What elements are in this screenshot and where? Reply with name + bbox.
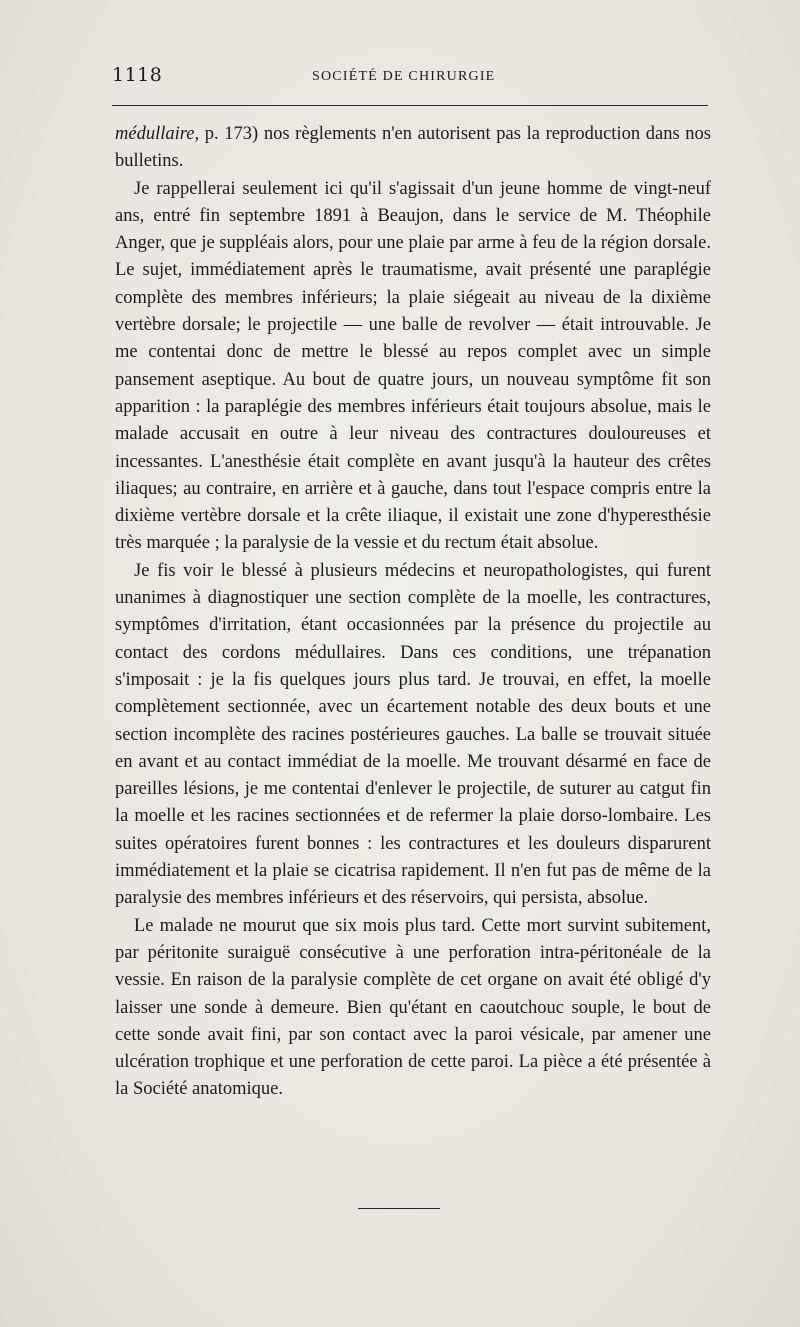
- page-number: 1118: [112, 64, 163, 86]
- italic-term: médullaire,: [115, 124, 200, 144]
- end-rule: [358, 1208, 440, 1209]
- paragraph-2: Je rappellerai seulement ici qu'il s'agissait d'un jeune homme de vingt-neuf ans, entré fin septembre 1891 à Beaujon, dans le service de M. Théophile Anger, que je suppléais alors, pour une plaie par arme à feu de la région dorsale. Le sujet, immédiatement après le traumatisme, avait présenté une paraplégie complète des membres inférieurs; la plaie siégeait au niveau de la dixième vertèbre dorsale; le projectile — une balle de revolver — était introuvable. Je me contentai donc de mettre le blessé au repos complet avec un simple pansement aseptique. Au bout de quatre jours, un nouveau symptôme fit son apparition : la paraplégie des membres inférieurs était toujours absolue, mais le malade accusait en outre à leur niveau des contractures douloureuses et incessantes. L'anesthésie était complète en avant jusqu'à la hauteur des crêtes iliaques; au contraire, en arrière et à gauche, dans tout l'espace compris entre la dixième vertèbre dorsale et la crête iliaque, il existait une zone d'hyperesthésie très marquée ; la paralysie de la vessie et du rectum était absolue.: [115, 178, 711, 554]
- paragraph-1: [115, 121, 711, 176]
- body-text: [115, 121, 711, 1104]
- running-title: SOCIÉTÉ DE CHIRURGIE: [312, 69, 496, 84]
- page-header: [112, 64, 708, 90]
- paragraph-4: Le malade ne mourut que six mois plus tard. Cette mort survint subitement, par péritonite suraiguë consécutive à une perforation intra-péritonéale de la vessie. En raison de la paralysie complète de cet organe on avait été obligé d'y laisser une sonde à demeure. Bien qu'étant en caoutchouc souple, le bout de cette sonde avait fini, par son contact avec la paroi vésicale, par amener une ulcération trophique et une perforation de cette paroi. La pièce a été présentée à la Société anatomique.: [115, 915, 711, 1100]
- paragraph-3: Je fis voir le blessé à plusieurs médecins et neuropathologistes, qui furent unanimes à diagnostiquer une section complète de la moelle, les contractures, symptômes d'irritation, étant occasionnées par la présence du projectile au contact des cordons médullaires. Dans ces conditions, une trépanation s'imposait : je la fis quelques jours plus tard. Je trouvai, en effet, la moelle complètement sectionnée, avec un écartement notable des deux bouts et une section incomplète des racines postérieures gauches. La balle se trouvait située en avant et au contact immédiat de la moelle. Me trouvant désarmé en face de pareilles lésions, je me contentai d'enlever le projectile, de suturer au catgut fin la moelle et les racines sectionnées et de refermer la plaie dorso-lombaire. Les suites opératoires furent bonnes : les contractures et les douleurs disparurent immédiatement et la plaie se cicatrisa rapidement. Il n'en fut pas de même de la paralysie des membres inférieurs et des réservoirs, qui persista, absolue.: [115, 560, 711, 909]
- paragraph-1-text: p. 173) nos règlements n'en autorisent pas la reproduction dans nos bulletins.: [115, 124, 711, 172]
- header-rule: [112, 105, 708, 106]
